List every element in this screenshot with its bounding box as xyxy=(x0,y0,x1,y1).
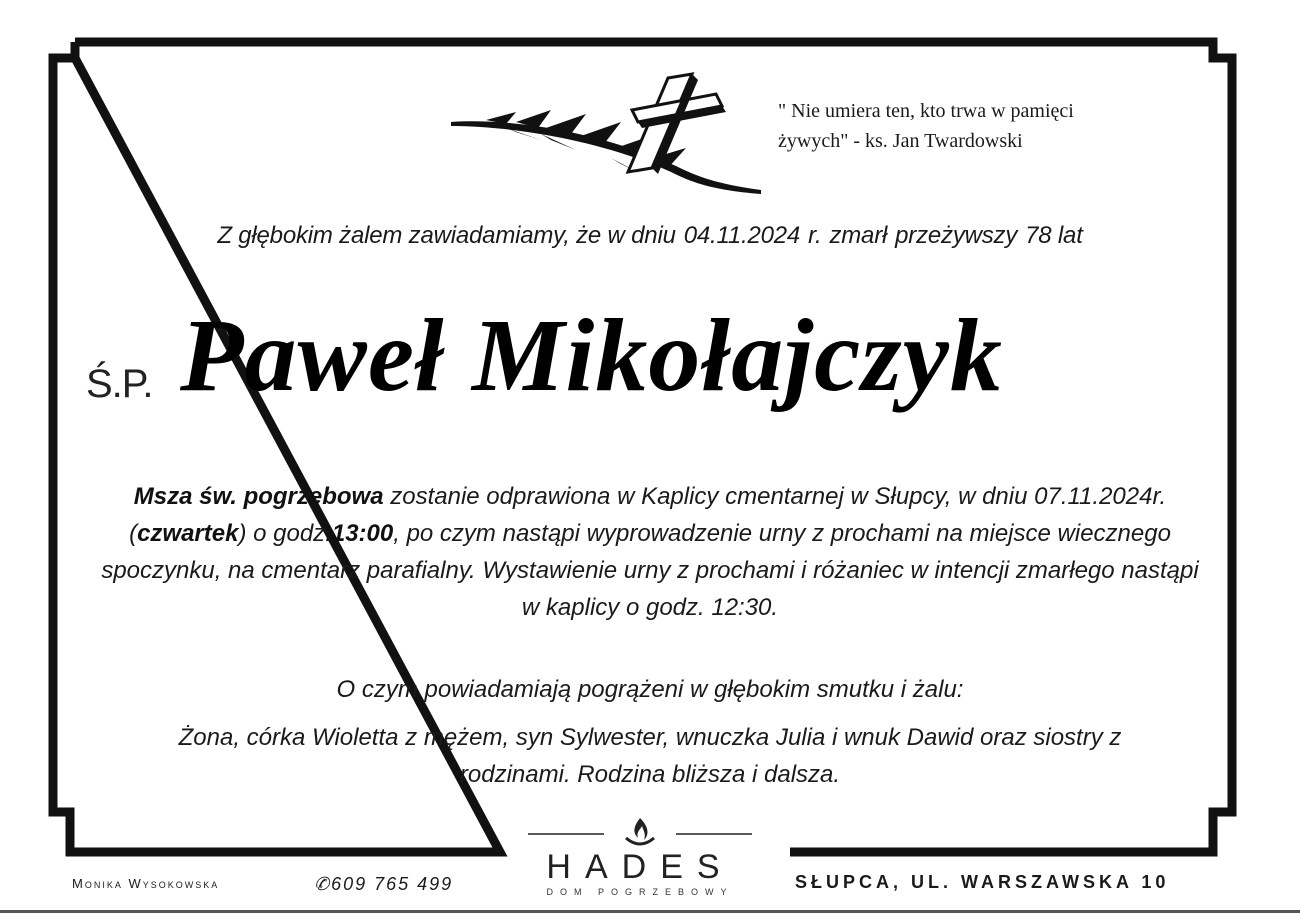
age-text: przeżywszy xyxy=(895,222,1018,249)
mass-day: czwartek xyxy=(137,520,239,547)
announcement-line xyxy=(0,222,1300,250)
quote-line-1: " Nie umiera ten, kto trwa w pamięci xyxy=(778,100,1074,122)
bottom-divider xyxy=(0,910,1300,913)
memorial-quote xyxy=(778,96,1198,156)
mass-text-3: , po czym nastąpi wyprowadzenie urny z prochami na miejsce wiecznego spoczynku, na cmentarz parafialny. Wystawienie urny z prochami i różaniec w intencji zmarłego nastąpi w kaplicy o godz. 12:30. xyxy=(101,520,1199,621)
quote-line-2: żywych" - ks. Jan Twardowski xyxy=(778,130,1023,152)
funeral-mass-details xyxy=(95,478,1205,626)
mass-time: 13:00 xyxy=(331,520,394,547)
deceased-name: Paweł Mikołajczyk xyxy=(180,298,1003,413)
announcement-text: Z głębokim żalem zawiadamiamy, że w dniu xyxy=(217,222,676,249)
mass-text-2: ) o godz. xyxy=(238,520,332,547)
age-value: 78 lat xyxy=(1025,222,1083,249)
mass-text-1: zostanie odprawiona w Kaplicy cmentarnej w Słupcy, w dniu 07.11.2024r. ( xyxy=(129,483,1167,547)
cross-with-palm-icon xyxy=(446,70,766,195)
family-list: Żona, córka Wioletta z mężem, syn Sylwester, wnuczka Julia i wnuk Dawid oraz siostry z rodzinami. Rodzina bliższa i dalsza. xyxy=(178,724,1122,788)
footer-address: SŁUPCA, UL. WARSZAWSKA 10 xyxy=(795,872,1170,892)
notify-line: O czym powiadamiają pogrążeni w głębokim smutku i żalu: xyxy=(336,676,964,703)
name-prefix: Ś.P. xyxy=(86,362,153,406)
footer-person: Monika Wysokowska xyxy=(72,876,220,891)
death-date: 04.11.2024 xyxy=(683,222,801,249)
died-word: zmarł xyxy=(829,222,888,249)
brand-subtitle: DOM POGRZEBOWY xyxy=(546,887,734,897)
footer-phone: ✆609 765 499 xyxy=(314,874,454,894)
flame-icon xyxy=(528,812,752,852)
date-suffix: r. xyxy=(808,222,822,249)
mass-heading: Msza św. pogrzebowa xyxy=(133,483,384,510)
brand-logo: HADES xyxy=(546,848,734,886)
